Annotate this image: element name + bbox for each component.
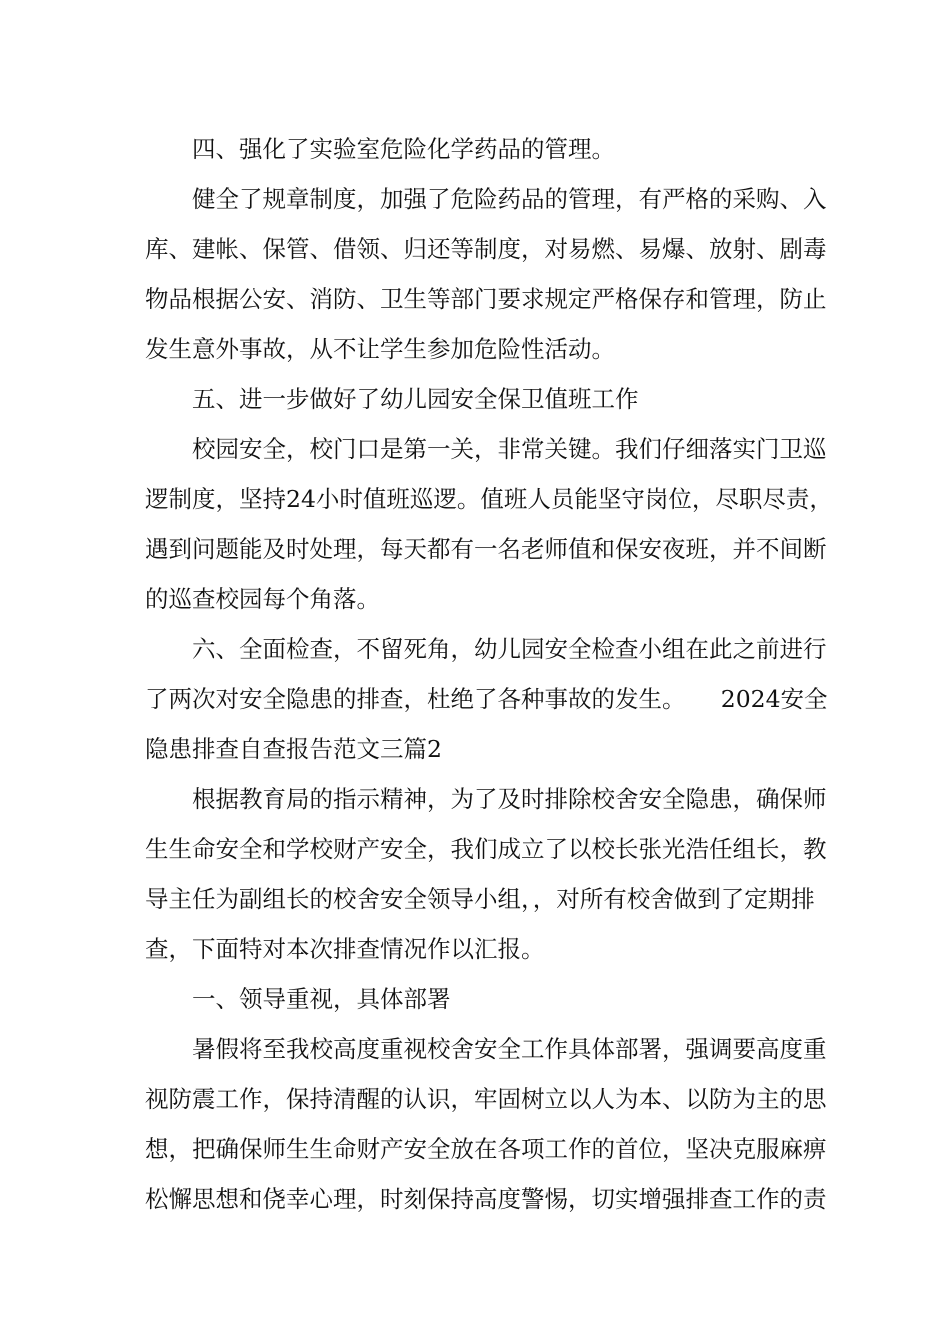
- text-line: 隐患排查自查报告范文三篇2: [145, 735, 442, 763]
- text-line: 五、进一步做好了幼儿园安全保卫值班工作: [145, 385, 639, 413]
- text-line: 暑假将至我校高度重视校舍安全工作具体部署，强调要高度重: [145, 1035, 827, 1063]
- text-line: 查，下面特对本次排查情况作以汇报。: [145, 935, 545, 963]
- text-line: 一、领导重视，具体部署: [145, 985, 451, 1013]
- text-line: 想，把确保师生生命财产安全放在各项工作的首位，坚决克服麻痹: [145, 1135, 827, 1163]
- text-line: 的巡查校园每个角落。: [145, 585, 380, 613]
- text-line: 视防震工作，保持清醒的认识，牢固树立以人为本、以防为主的思: [145, 1085, 827, 1113]
- text-line: 库、建帐、保管、借领、归还等制度，对易燃、易爆、放射、剧毒: [145, 235, 827, 263]
- text-line: 四、强化了实验室危险化学药品的管理。: [145, 135, 615, 163]
- text-line: 六、全面检查，不留死角，幼儿园安全检查小组在此之前进行: [145, 635, 827, 663]
- text-line: 生生命安全和学校财产安全，我们成立了以校长张光浩任组长，教: [145, 835, 827, 863]
- text-line: 发生意外事故，从不让学生参加危险性活动。: [145, 335, 615, 363]
- text-line: 校园安全，校门口是第一关，非常关键。我们仔细落实门卫巡: [145, 435, 827, 463]
- text-line: 健全了规章制度，加强了危险药品的管理，有严格的采购、入: [145, 185, 827, 213]
- text-line: 遇到问题能及时处理，每天都有一名老师值和保安夜班，并不间断: [145, 535, 827, 563]
- document-body: [145, 124, 833, 1224]
- text-line: 松懈思想和侥幸心理，时刻保持高度警惕，切实增强排查工作的责: [145, 1185, 827, 1213]
- text-line: 物品根据公安、消防、卫生等部门要求规定严格保存和管理，防止: [145, 285, 827, 313]
- text-line: 了两次对安全隐患的排查，杜绝了各种事故的发生。 2024安全: [145, 685, 828, 713]
- text-line: 根据教育局的指示精神，为了及时排除校舍安全隐患，确保师: [145, 785, 827, 813]
- text-line: 导主任为副组长的校舍安全领导小组，，对所有校舍做到了定期排: [145, 885, 815, 913]
- text-line: 逻制度，坚持24小时值班巡逻。值班人员能坚守岗位，尽职尽责，: [145, 485, 833, 513]
